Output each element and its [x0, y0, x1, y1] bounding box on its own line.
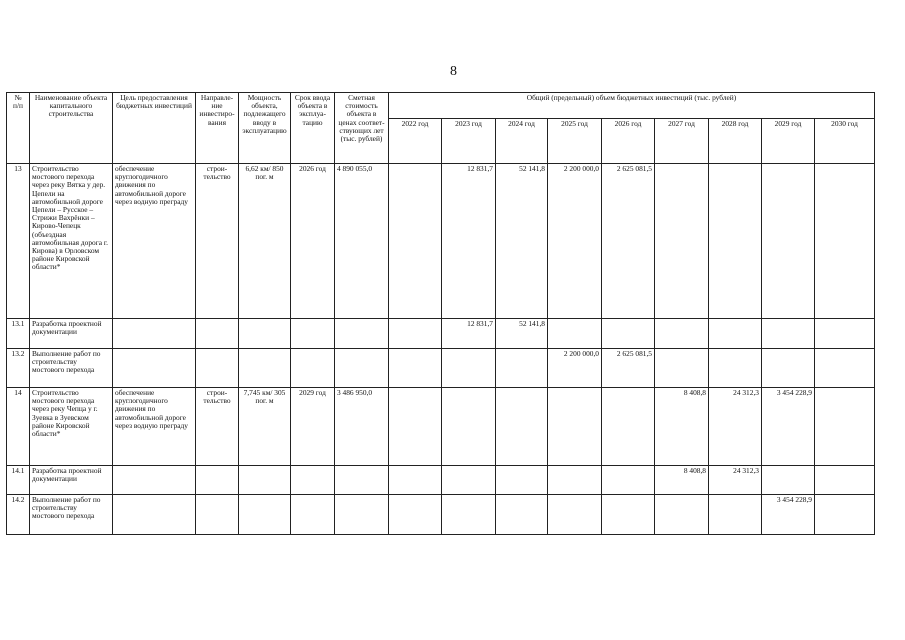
year-header: 2024 год: [496, 119, 548, 164]
year-value: [762, 164, 815, 319]
year-value: 12 831,7: [442, 164, 496, 319]
year-value: [389, 388, 442, 466]
row-capacity: 7,745 км/ 305 пог. м: [239, 388, 291, 466]
year-value: [442, 349, 496, 388]
year-header: 2026 год: [602, 119, 655, 164]
year-value: [709, 495, 762, 535]
year-value: [442, 388, 496, 466]
row-term: [291, 466, 335, 495]
row-goal: [113, 495, 196, 535]
year-value: 8 408,8: [655, 388, 709, 466]
row-term: [291, 319, 335, 349]
year-value: [496, 349, 548, 388]
year-value: 24 312,3: [709, 388, 762, 466]
year-value: [389, 349, 442, 388]
year-value: 12 831,7: [442, 319, 496, 349]
year-value: 2 200 000,0: [548, 349, 602, 388]
year-value: [602, 466, 655, 495]
year-value: 3 454 228,9: [762, 495, 815, 535]
row-goal: [113, 319, 196, 349]
year-value: 52 141,8: [496, 319, 548, 349]
table-row: [7, 495, 875, 535]
row-num: 14.1: [7, 466, 30, 495]
year-value: [709, 319, 762, 349]
header-goal: Цель предоставления бюджетных инвестиций: [113, 93, 196, 164]
year-value: 52 141,8: [496, 164, 548, 319]
year-value: [655, 495, 709, 535]
row-direction: [196, 495, 239, 535]
year-value: [762, 466, 815, 495]
table-row: [7, 319, 875, 349]
row-cost: [335, 349, 389, 388]
row-num: 14.2: [7, 495, 30, 535]
year-header: 2022 год: [389, 119, 442, 164]
year-value: [655, 349, 709, 388]
year-value: [815, 495, 875, 535]
year-header: 2027 год: [655, 119, 709, 164]
year-value: [496, 466, 548, 495]
investment-table: [6, 92, 875, 535]
year-value: [602, 495, 655, 535]
year-value: [548, 319, 602, 349]
year-value: [762, 319, 815, 349]
row-direction: [196, 466, 239, 495]
row-term: [291, 495, 335, 535]
header-direction: Направле-ние инвестиро-вания: [196, 93, 239, 164]
year-value: 8 408,8: [655, 466, 709, 495]
row-cost: 4 890 055,0: [335, 164, 389, 319]
year-value: [762, 349, 815, 388]
row-name: Выполнение работ по строительству мостового перехода: [30, 495, 113, 535]
row-capacity: [239, 349, 291, 388]
row-goal: [113, 349, 196, 388]
year-value: [709, 164, 762, 319]
year-value: [548, 388, 602, 466]
row-cost: [335, 319, 389, 349]
year-value: [389, 319, 442, 349]
row-cost: [335, 466, 389, 495]
row-term: 2026 год: [291, 164, 335, 319]
year-value: [709, 349, 762, 388]
row-direction: [196, 349, 239, 388]
row-num: 13.1: [7, 319, 30, 349]
year-value: [442, 495, 496, 535]
year-value: [815, 388, 875, 466]
row-direction: [196, 319, 239, 349]
year-value: [389, 495, 442, 535]
row-term: 2029 год: [291, 388, 335, 466]
row-goal: обеспечение круглогодичного движения по автомобильной дороге через водную преграду: [113, 164, 196, 319]
year-value: [815, 164, 875, 319]
year-value: [655, 164, 709, 319]
table-row: [7, 388, 875, 466]
year-value: [548, 495, 602, 535]
row-goal: [113, 466, 196, 495]
row-num: 13: [7, 164, 30, 319]
year-value: [655, 319, 709, 349]
row-capacity: 6,62 км/ 850 пог. м: [239, 164, 291, 319]
row-term: [291, 349, 335, 388]
year-value: [389, 164, 442, 319]
row-capacity: [239, 495, 291, 535]
year-header: 2025 год: [548, 119, 602, 164]
header-cost: Сметная стоимость объекта в ценах соответ-ствующих лет (тыс. рублей): [335, 93, 389, 164]
header-capacity: Мощность объекта, подлежащего вводу в эксплуатацию: [239, 93, 291, 164]
row-goal: обеспечение круглогодичного движения по автомобильной дороге через водную преграду: [113, 388, 196, 466]
table-row: [7, 349, 875, 388]
year-value: [496, 388, 548, 466]
page-number: 8: [450, 64, 457, 79]
row-capacity: [239, 319, 291, 349]
header-term: Срок ввода объекта в эксплуа-тацию: [291, 93, 335, 164]
header-num: № п/п: [7, 93, 30, 164]
table-row: [7, 164, 875, 319]
header-total: Общий (предельный) объем бюджетных инвестиций (тыс. рублей): [389, 93, 875, 119]
year-value: 2 625 081,5: [602, 164, 655, 319]
year-header: 2030 год: [815, 119, 875, 164]
year-header: 2023 год: [442, 119, 496, 164]
year-header: 2028 год: [709, 119, 762, 164]
row-cost: 3 486 950,0: [335, 388, 389, 466]
row-num: 13.2: [7, 349, 30, 388]
year-value: [548, 466, 602, 495]
row-name: Выполнение работ по строительству мостового перехода: [30, 349, 113, 388]
year-value: [389, 466, 442, 495]
year-value: [815, 349, 875, 388]
row-cost: [335, 495, 389, 535]
row-capacity: [239, 466, 291, 495]
year-value: [442, 466, 496, 495]
year-value: 2 200 000,0: [548, 164, 602, 319]
header-name: Наименование объекта капитального строительства: [30, 93, 113, 164]
row-direction: строи-тельство: [196, 388, 239, 466]
year-value: [602, 388, 655, 466]
year-header: 2029 год: [762, 119, 815, 164]
table-row: [7, 466, 875, 495]
row-name: Строительство мостового перехода через реку Вятка у дер. Цепели на автомобильной дороге Цепели – Русское – Стрижи Вахрёнки – Кирово-Чепецк (объездная автомобильная дорога г. Кирова) в Орловском районе Кировской области*: [30, 164, 113, 319]
year-value: [496, 495, 548, 535]
row-name: Строительство мостового перехода через реку Чепца у г. Зуевка в Зуевском районе Кировской области*: [30, 388, 113, 466]
year-value: 24 312,3: [709, 466, 762, 495]
year-value: 3 454 228,9: [762, 388, 815, 466]
year-value: [602, 319, 655, 349]
year-value: 2 625 081,5: [602, 349, 655, 388]
year-value: [815, 319, 875, 349]
row-name: Разработка проектной документации: [30, 319, 113, 349]
row-num: 14: [7, 388, 30, 466]
row-name: Разработка проектной документации: [30, 466, 113, 495]
row-direction: строи-тельство: [196, 164, 239, 319]
year-value: [815, 466, 875, 495]
